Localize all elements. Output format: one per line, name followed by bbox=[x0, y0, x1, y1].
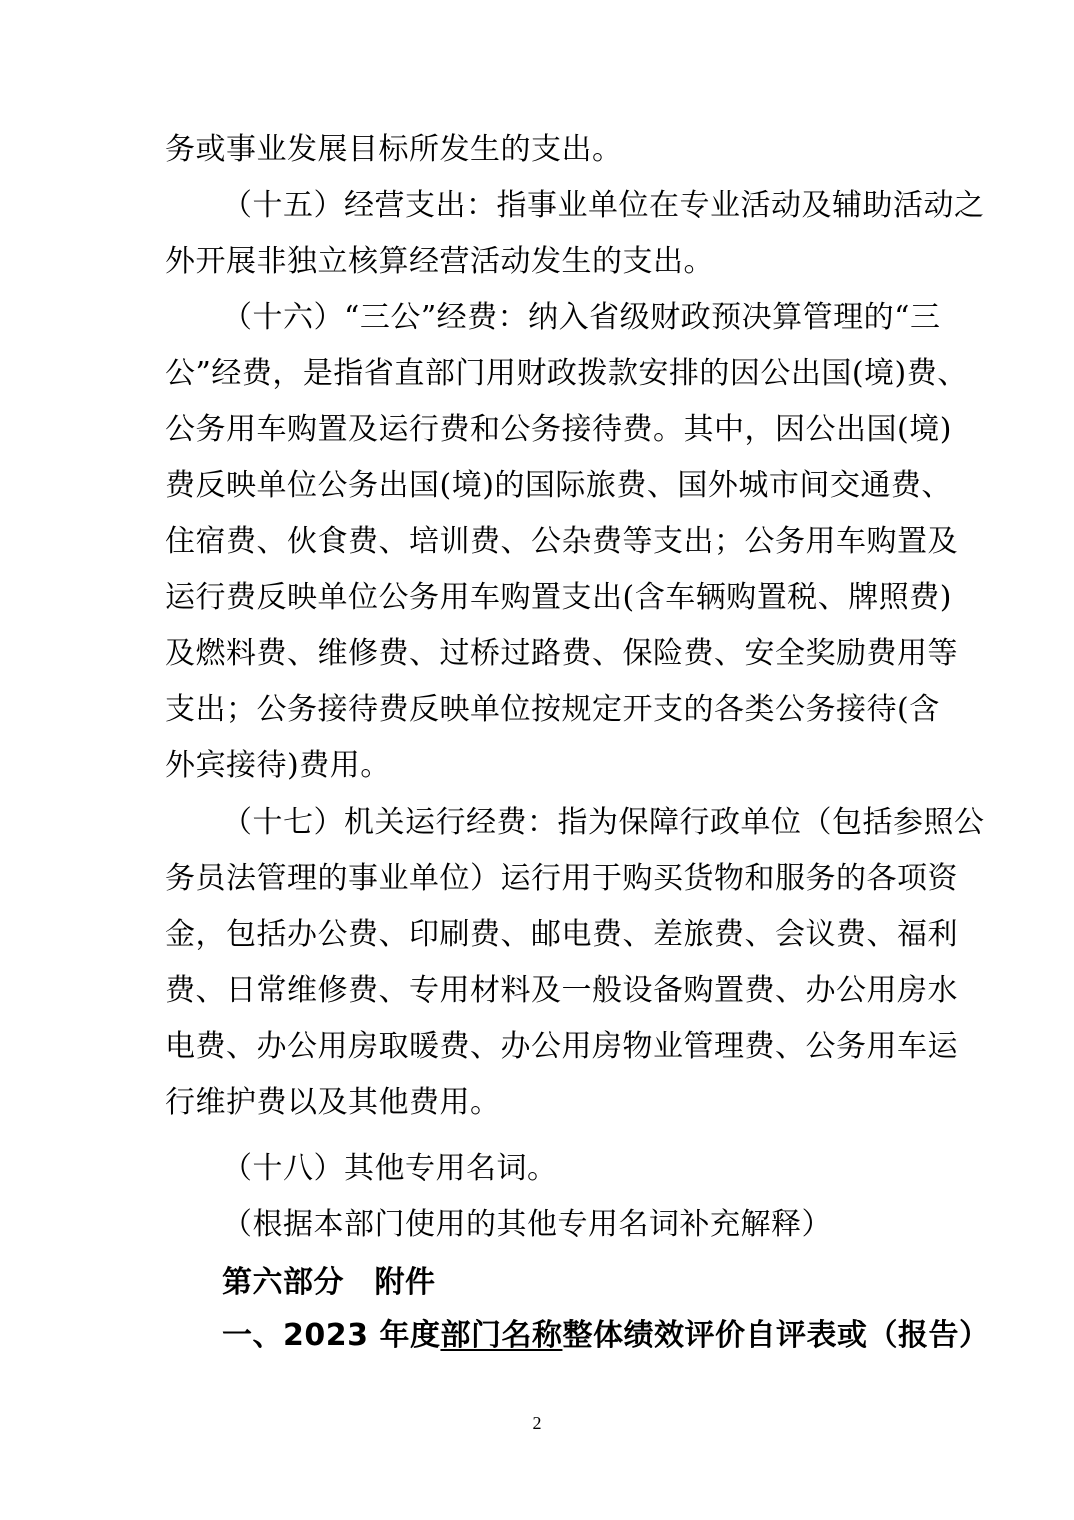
paragraph-line: 务或事业发展目标所发生的支出。 bbox=[165, 132, 623, 167]
paragraph-line: （十八）其他专用名词。 bbox=[222, 1151, 558, 1186]
paragraph-line: （十七）机关运行经费：指为保障行政单位（包括参照公 bbox=[222, 805, 985, 840]
paragraph-line: 金，包括办公费、印刷费、邮电费、差旅费、会议费、福利 bbox=[165, 917, 958, 952]
paragraph-line: 费、日常维修费、专用材料及一般设备购置费、办公用房水 bbox=[165, 973, 958, 1008]
paragraph-line: （根据本部门使用的其他专用名词补充解释） bbox=[222, 1207, 832, 1242]
paragraph-line: 及燃料费、维修费、过桥过路费、保险费、安全奖励费用等 bbox=[165, 636, 958, 671]
paragraph-line: 公务用车购置及运行费和公务接待费。其中，因公出国(境) bbox=[165, 412, 952, 447]
attachment-heading-prefix: 一、2023 年度 bbox=[222, 1318, 441, 1353]
paragraph-line: 运行费反映单位公务用车购置支出(含车辆购置税、牌照费) bbox=[165, 580, 952, 615]
paragraph-line: 外宾接待)费用。 bbox=[165, 748, 391, 783]
paragraph-line: 住宿费、伙食费、培训费、公杂费等支出；公务用车购置及 bbox=[165, 524, 958, 559]
attachment-heading-suffix: 整体绩效评价自评表或（报告） bbox=[562, 1318, 990, 1353]
department-name-placeholder: 部门名称 bbox=[440, 1318, 563, 1353]
paragraph-line: 公”经费，是指省直部门用财政拨款安排的因公出国(境)费、 bbox=[165, 356, 968, 391]
paragraph-line: （十五）经营支出：指事业单位在专业活动及辅助活动之 bbox=[222, 188, 985, 223]
section-heading: 第六部分 附件 bbox=[222, 1265, 436, 1300]
page-number: 2 bbox=[532, 1413, 542, 1433]
attachment-heading bbox=[222, 1318, 990, 1354]
paragraph-line: 务员法管理的事业单位）运行用于购买货物和服务的各项资 bbox=[165, 861, 958, 896]
paragraph-line: 外开展非独立核算经营活动发生的支出。 bbox=[165, 244, 714, 279]
paragraph-line: 电费、办公用房取暖费、办公用房物业管理费、公务用车运 bbox=[165, 1029, 958, 1064]
paragraph-line: 行维护费以及其他费用。 bbox=[165, 1085, 501, 1120]
paragraph-line: 费反映单位公务出国(境)的国际旅费、国外城市间交通费、 bbox=[165, 468, 952, 503]
paragraph-line: （十六）“三公”经费：纳入省级财政预决算管理的“三 bbox=[222, 300, 941, 335]
paragraph-line: 支出；公务接待费反映单位按规定开支的各类公务接待(含 bbox=[165, 692, 940, 727]
